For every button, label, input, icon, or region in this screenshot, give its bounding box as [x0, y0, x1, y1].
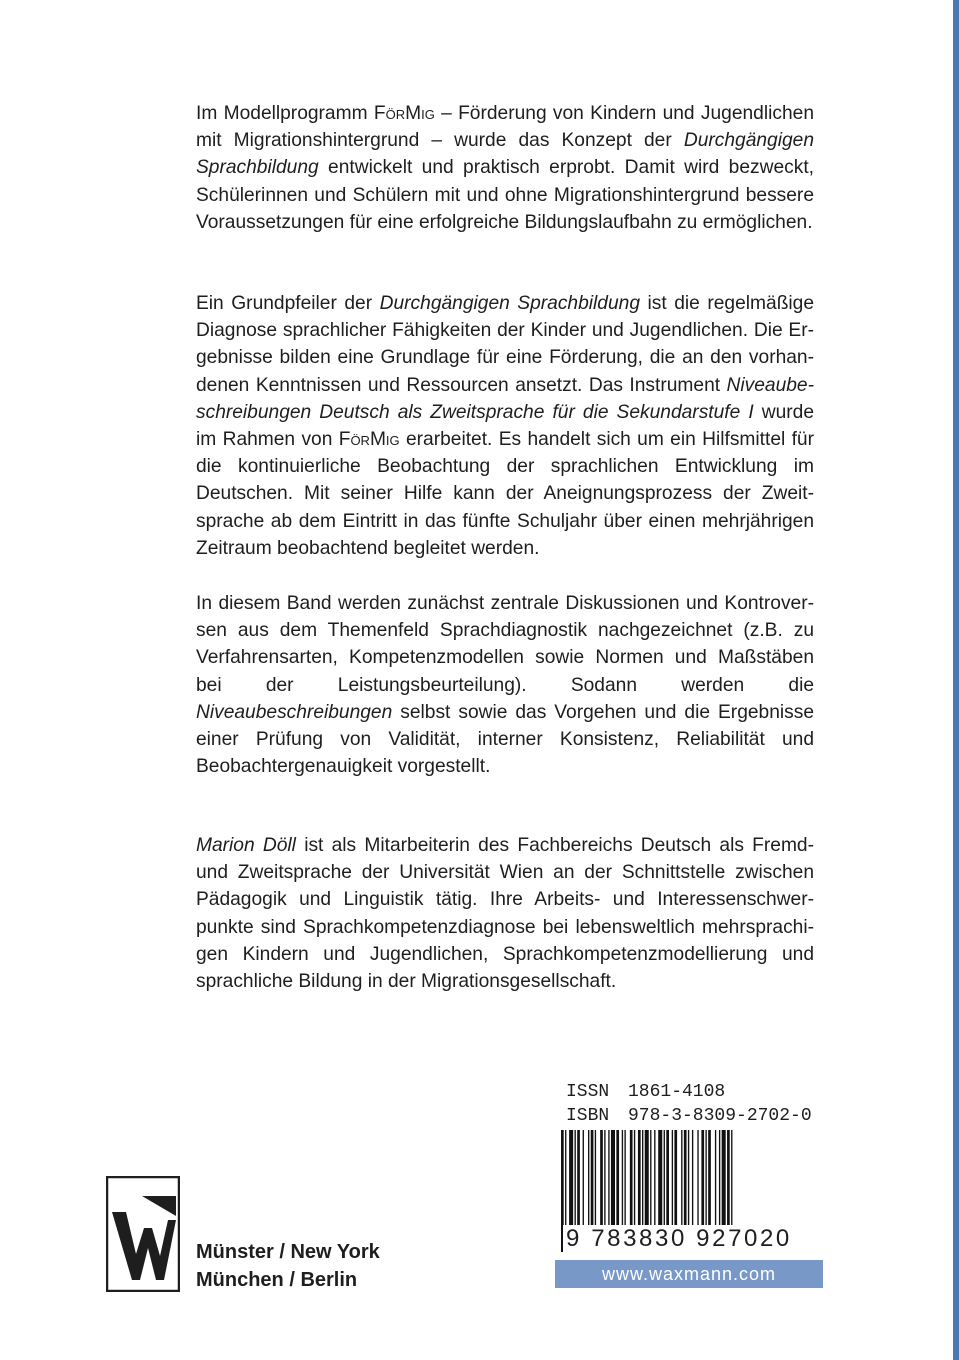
issn-label: ISSN: [566, 1082, 610, 1102]
place-line-2: München / Berlin: [196, 1269, 358, 1291]
third-text-a: In diesem Band werden zunächst zentrale Diskussionen und Kontroversen aus dem Themenfeld Sprachdiagnostik nachgezeichnet (z.B. zu Verfahrensarten, Kompetenzmodellen sowie Normen und Maßstäben bei der Leistungsbeurteilung). Sodann werden die: [196, 593, 814, 696]
isbn-label: ISBN: [566, 1106, 610, 1126]
author-bio: [196, 832, 814, 995]
barcode-digits: 9 783830 927020: [563, 1225, 795, 1253]
formig-name: FörMig: [373, 103, 435, 124]
publisher-places: [196, 1238, 380, 1294]
third-text-b: selbst sowie das Vorgehen und die Ergebnisse einer Prüfung von Validität, interner Konsistenz, Reliabilität und Beobachtergenauigkeit vorgestellt.: [196, 701, 814, 778]
spine-edge: [953, 0, 959, 1360]
second-emphasis-1: Durchgängigen Sprachbildung: [379, 293, 640, 314]
intro-emphasis: Durchgängigen Sprachbildung: [196, 130, 814, 179]
place-line-1: Münster / New York: [196, 1241, 380, 1263]
issn-row: [566, 1080, 826, 1104]
second-text-c: wurde im Rahmen von: [196, 401, 815, 451]
third-paragraph: [196, 590, 814, 780]
second-text-b: ist die regelmäßige Diagnose sprachlicher Fähigkeiten der Kinder und Jugendlichen. Die Ergebnisse bilden eine Grundlage für eine Förderung, die an den vorhandenen Kenntnissen und Ressourcen ansetzt. Das Instrument: [196, 293, 815, 396]
formig-name: FörMig: [338, 429, 400, 451]
author-bio-text: ist als Mitarbeiterin des Fachbereichs Deutsch als Fremd- und Zweitsprache der Universität Wien an der Schnittstelle zwischen Pädagogik und Linguistik tätig. Ihre Arbeits- und Interessenschwerpunkte sind Sprachkompetenzdiagnose bei lebensweltlich mehrsprachigen Kindern und Jugendlichen, Sprachkompetenzmodellierung und sprachliche Bildung in der Migrationsgesellschaft.: [196, 835, 814, 993]
author-name: Marion Döll: [196, 835, 296, 856]
third-emphasis: Niveaubeschreibungen: [196, 701, 393, 723]
isbn-value: 978-3-8309-2702-0: [628, 1106, 812, 1126]
isbn-row: [566, 1104, 826, 1128]
intro-text-c: entwickelt und praktisch erprobt. Damit wird bezweckt, Schülerinnen und Schülern mit und ohne Migrationshintergrund bessere Voraussetzungen für eine erfolgreiche Bildungslaufbahn zu ermöglichen.: [196, 157, 814, 233]
intro-paragraph: [196, 100, 814, 236]
intro-text-b: – Förderung von Kindern und Jugendlichen mit Migrationshintergrund – wurde das Konzept der: [196, 103, 814, 152]
issn-value: 1861-4108: [628, 1082, 726, 1102]
waxmann-w-logo-icon: [106, 1176, 180, 1292]
identifier-block: [566, 1080, 826, 1128]
website-link[interactable]: www.waxmann.com: [555, 1260, 823, 1288]
second-paragraph: [196, 290, 814, 562]
intro-text-a: Im Modellprogramm: [196, 103, 374, 124]
second-text-d: erarbeitet. Es handelt sich um ein Hilfsmittel für die kontinuierliche Beobachtung der sprachlichen Entwicklung im Deutschen. Mit seiner Hilfe kann der Aneignungsprozess der Zweitsprache ab dem Eintritt in das fünfte Schuljahr über einen mehrjährigen Zeitraum beobachtend begleitet werden.: [196, 429, 814, 559]
second-emphasis-2: Niveaubeschreibungen Deutsch als Zweitsprache für die Sekundarstufe I: [196, 374, 814, 423]
second-text-a: Ein Grundpfeiler der: [196, 293, 380, 314]
